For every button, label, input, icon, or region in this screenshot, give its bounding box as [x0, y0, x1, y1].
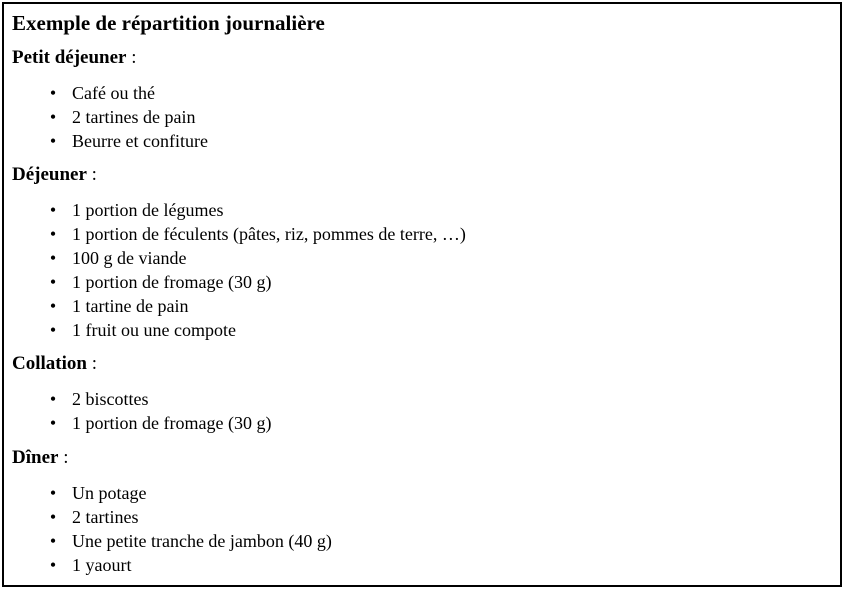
section-heading: [12, 163, 466, 187]
document-title: Exemple de répartition journalière: [12, 11, 325, 35]
bullet-icon: •: [49, 200, 57, 220]
list-item: [12, 553, 332, 577]
item-list: [12, 387, 271, 435]
bullet-icon: •: [49, 107, 57, 127]
list-item-text: 2 tartines: [72, 507, 139, 527]
list-item-text: 1 tartine de pain: [72, 296, 189, 316]
list-item-text: Beurre et confiture: [72, 131, 208, 151]
list-item-text: Un potage: [72, 483, 147, 503]
section-heading-label: Déjeuner: [12, 164, 87, 185]
bullet-icon: •: [49, 224, 57, 244]
section-heading: [12, 46, 208, 70]
list-item: [12, 105, 208, 129]
heading-separator: :: [86, 353, 97, 374]
section-heading: [12, 352, 271, 376]
heading-separator: :: [58, 447, 69, 468]
list-item-text: 1 yaourt: [72, 555, 132, 575]
heading-separator: :: [86, 164, 97, 185]
section-collation: [12, 352, 272, 433]
section-heading-label: Dîner: [12, 447, 59, 468]
bullet-icon: •: [49, 272, 57, 292]
bullet-icon: •: [49, 248, 57, 268]
section-petit-dejeuner: [12, 46, 208, 151]
list-item-text: 1 portion de légumes: [72, 200, 224, 220]
list-item: [12, 198, 466, 222]
list-item-text: 1 fruit ou une compote: [72, 320, 236, 340]
bullet-icon: •: [49, 413, 57, 433]
list-item: [12, 129, 208, 153]
bullet-icon: •: [49, 483, 57, 503]
heading-separator: :: [126, 47, 137, 68]
list-item-text: 2 tartines de pain: [72, 107, 196, 127]
section-heading-label: Petit déjeuner: [12, 47, 127, 68]
list-item-text: 1 portion de fromage (30 g): [72, 413, 272, 433]
list-item: [12, 411, 271, 435]
document-frame: [2, 2, 842, 587]
list-item-text: 2 biscottes: [72, 389, 149, 409]
section-dejeuner: [12, 163, 466, 340]
section-diner: [12, 446, 332, 575]
bullet-icon: •: [49, 296, 57, 316]
list-item-text: Café ou thé: [72, 83, 155, 103]
list-item-text: Une petite tranche de jambon (40 g): [72, 531, 332, 551]
list-item-text: 1 portion de féculents (pâtes, riz, pommes de terre, …): [72, 224, 466, 244]
item-list: [12, 81, 208, 153]
list-item: [12, 481, 332, 505]
bullet-icon: •: [49, 507, 57, 527]
section-heading-label: Collation: [12, 353, 87, 374]
list-item: [12, 505, 332, 529]
list-item: [12, 222, 466, 246]
list-item: [12, 270, 466, 294]
bullet-icon: •: [49, 83, 57, 103]
bullet-icon: •: [49, 131, 57, 151]
list-item: [12, 387, 271, 411]
item-list: [12, 481, 332, 577]
bullet-icon: •: [49, 320, 57, 340]
list-item: [12, 246, 466, 270]
bullet-icon: •: [49, 531, 57, 551]
list-item: [12, 294, 466, 318]
list-item-text: 1 portion de fromage (30 g): [72, 272, 272, 292]
section-heading: [12, 446, 332, 470]
list-item: [12, 81, 208, 105]
list-item: [12, 318, 466, 342]
item-list: [12, 198, 466, 342]
list-item: [12, 529, 332, 553]
list-item-text: 100 g de viande: [72, 248, 187, 268]
bullet-icon: •: [49, 389, 57, 409]
bullet-icon: •: [49, 555, 57, 575]
